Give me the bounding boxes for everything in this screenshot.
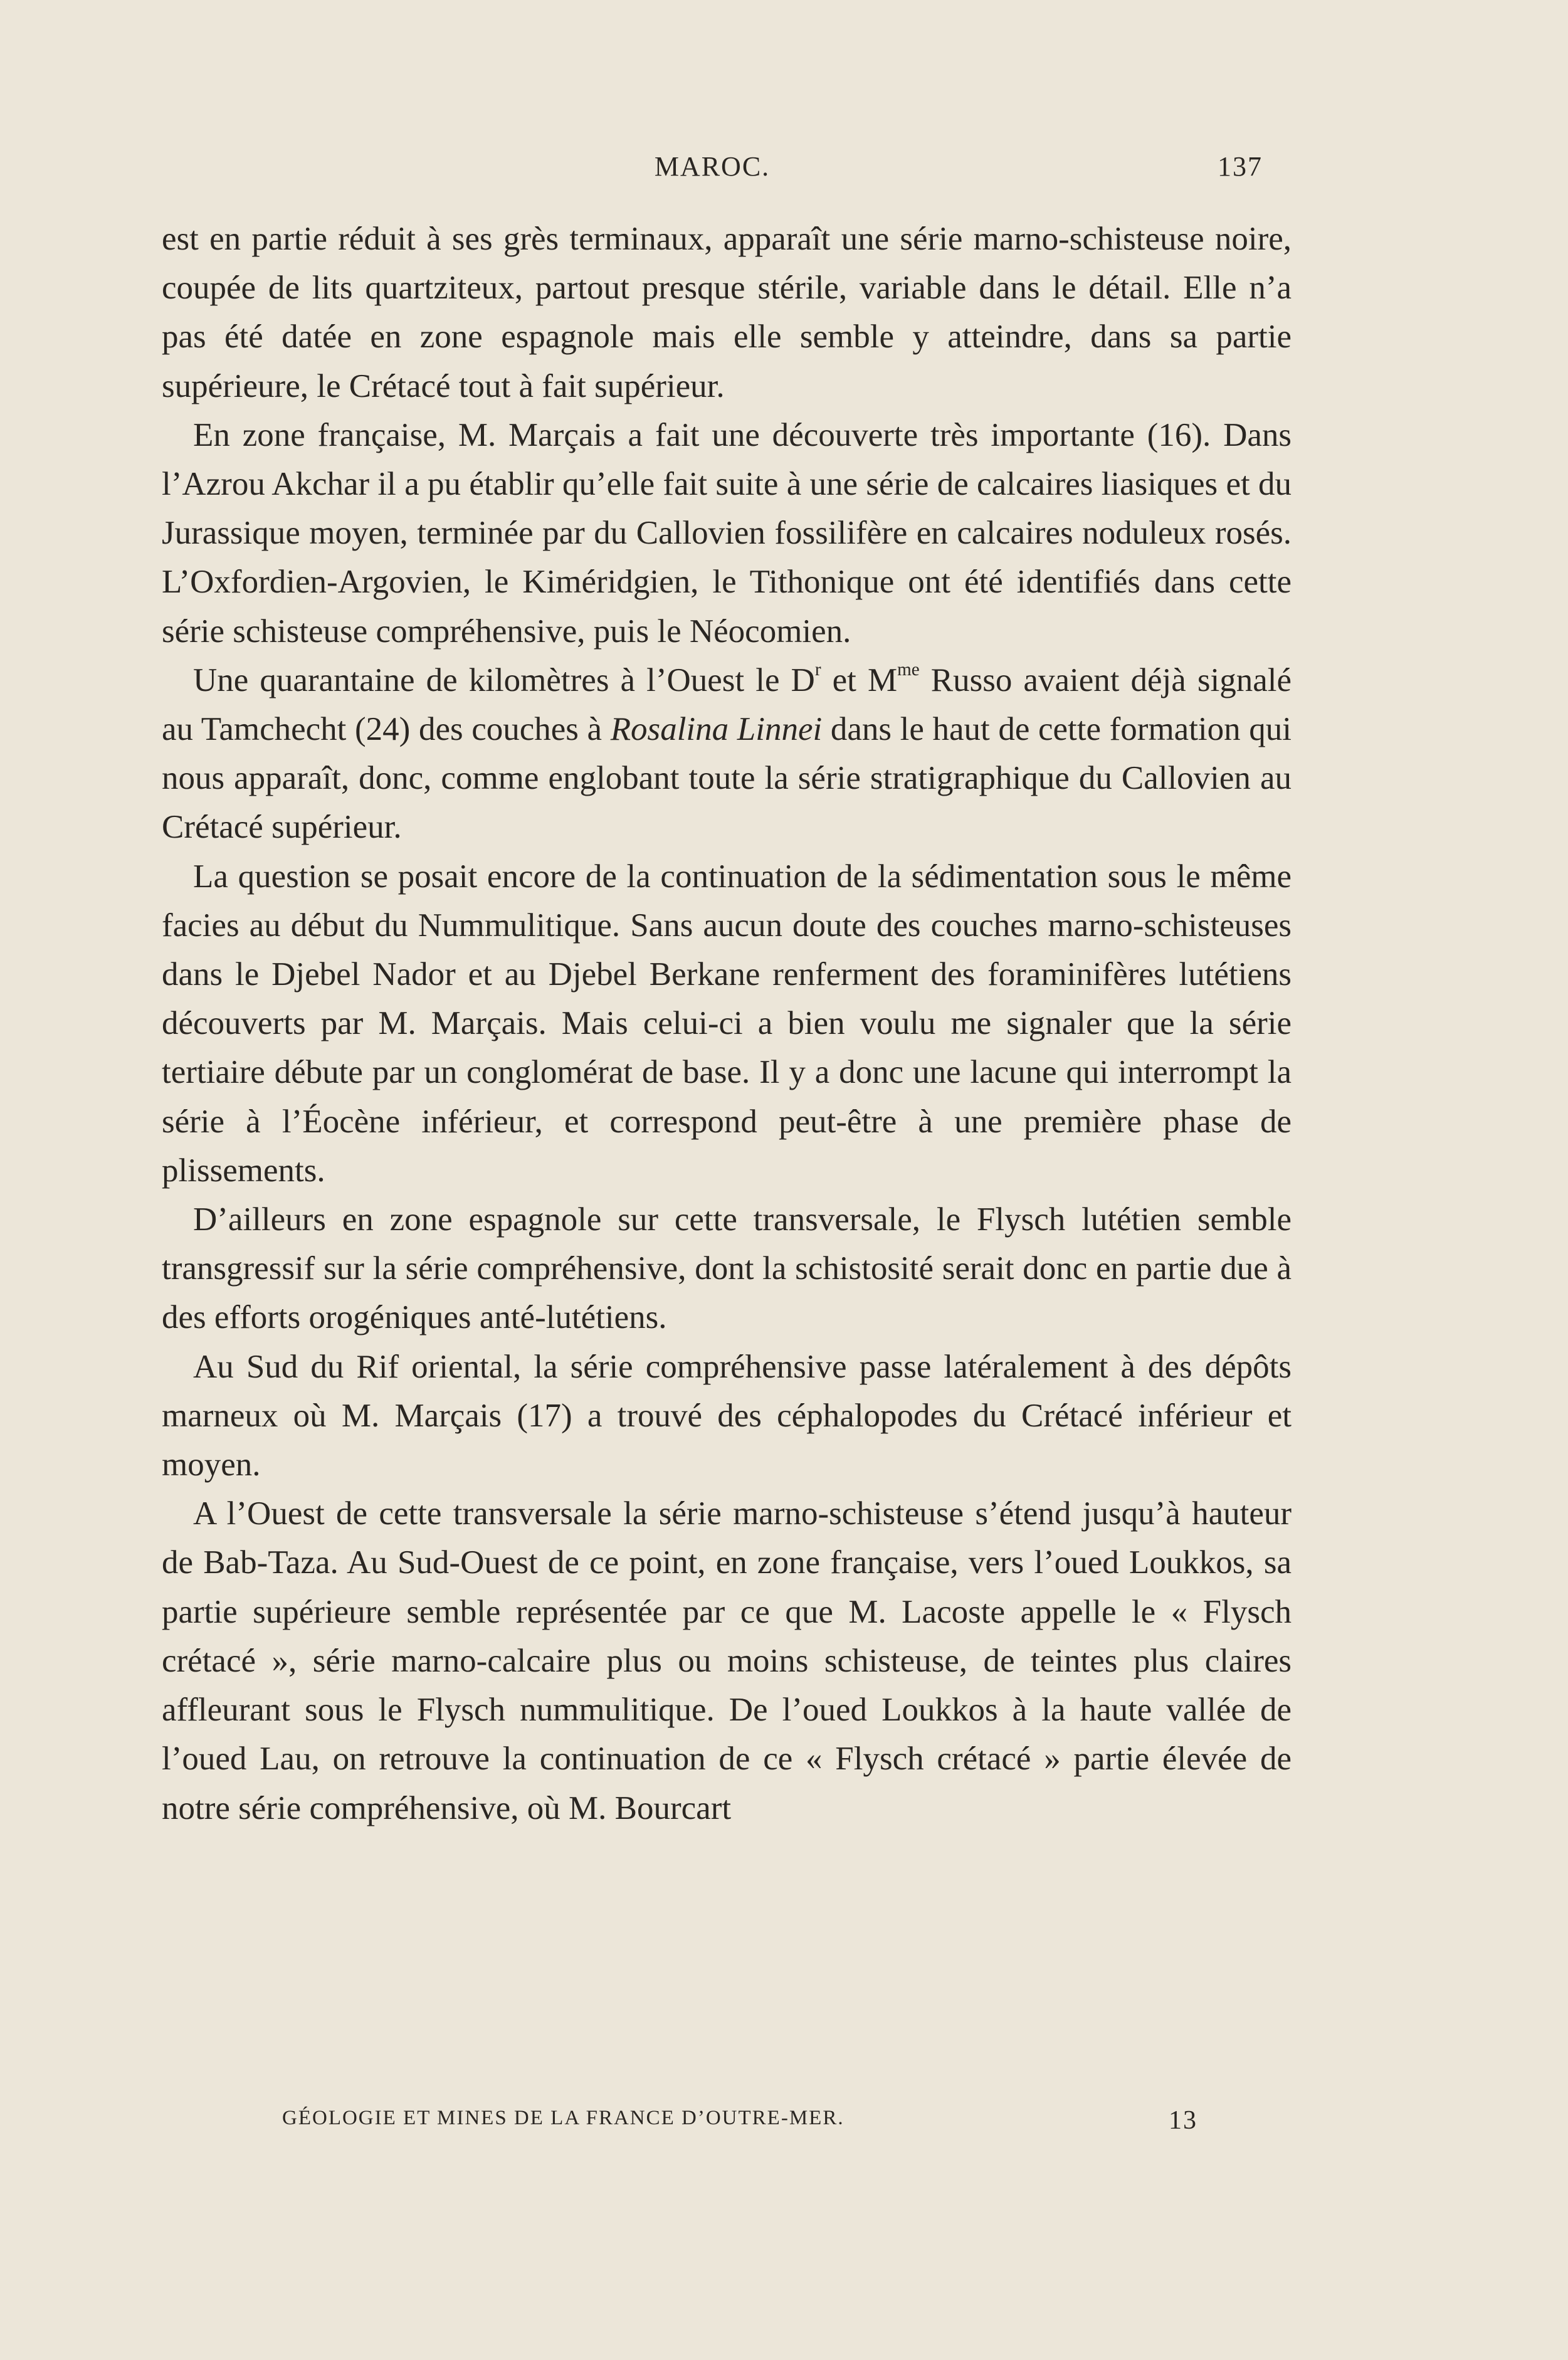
running-head: [162, 150, 1263, 188]
paragraph-3-part-b: et M: [821, 661, 898, 698]
paragraph-3-part-d: dans le haut de cette formation qui nous apparaît, donc, comme englobant toute la série stratigraphique du Callovien au Crétacé supérieur.: [162, 711, 1292, 846]
running-head-title: MAROC.: [654, 151, 771, 182]
species-name: Rosalina Linnei: [610, 711, 823, 748]
paragraph-5: D’ailleurs en zone espagnole sur cette transversale, le Flysch lutétien semble transgressif sur la série compréhensive, dont la schistosité serait donc en partie due à des efforts orogéniques anté-lutétiens.: [162, 1201, 1292, 1336]
superscript-docteur: r: [814, 660, 821, 680]
printer-signature: [282, 2107, 1197, 2144]
signature-text: GÉOLOGIE ET MINES DE LA FRANCE D’OUTRE-MER.: [282, 2107, 845, 2129]
paragraph-6: Au Sud du Rif oriental, la série compréhensive passe latéralement à des dépôts marneux où M. Marçais (17) a trouvé des céphalopodes du Crétacé inférieur et moyen.: [162, 1348, 1292, 1483]
page-number: 137: [1218, 151, 1263, 182]
paragraph-2: En zone française, M. Marçais a fait une découverte très importante (16). Dans l’Azrou Akchar il a pu établir qu’elle fait suite à une série de calcaires liasiques et du Jurassique moyen, terminée par du Callovien fossilifère en calcaires noduleux rosés. L’Oxfordien-Argovien, le Kiméridgien, le Tithonique ont été identifiés dans cette série schisteuse compréhensive, puis le Néocomien.: [162, 416, 1292, 650]
paragraph-3: [162, 656, 1292, 852]
paragraph-7: A l’Ouest de cette transversale la série marno-schisteuse s’étend jusqu’à hauteur de Bab-Taza. Au Sud-Ouest de ce point, en zone française, vers l’oued Loukkos, sa partie supérieure semble représentée par ce que M. Lacoste appelle le « Flysch crétacé », série marno-calcaire plus ou moins schisteuse, de teintes plus claires affleurant sous le Flysch nummulitique. De l’oued Loukkos à la haute vallée de l’oued Lau, on retrouve la continuation de ce « Flysch crétacé » partie élevée de notre série compréhensive, où M. Bourcart: [162, 1495, 1292, 1826]
superscript-madame: me: [897, 660, 920, 680]
paragraph-1: est en partie réduit à ses grès terminaux, apparaît une série marno-schisteuse noire, coupée de lits quartziteux, partout presque stérile, variable dans le détail. Elle n’a pas été datée en zone espagnole mais elle semble y atteindre, dans sa partie supérieure, le Crétacé tout à fait supérieur.: [162, 221, 1292, 404]
paragraph-3-part-c: Russo avaient déjà signalé au Tamchecht (24) des couches à: [162, 661, 1292, 748]
body-text: [162, 214, 1292, 1833]
paragraph-4: La question se posait encore de la continuation de la sédimentation sous le même facies au début du Nummulitique. Sans aucun doute des couches marno-schisteuses dans le Djebel Nador et au Djebel Berkane renferment des foraminifères lutétiens découverts par M. Marçais. Mais celui-ci a bien voulu me signaler que la série tertiaire débute par un conglomérat de base. Il y a donc une lacune qui interrompt la série à l’Éocène inférieur, et correspond peut-être à une première phase de plissements.: [162, 858, 1292, 1189]
signature-number: 13: [1169, 2106, 1197, 2135]
paragraph-3-part-a: Une quarantaine de kilomètres à l’Ouest le D: [193, 661, 815, 698]
